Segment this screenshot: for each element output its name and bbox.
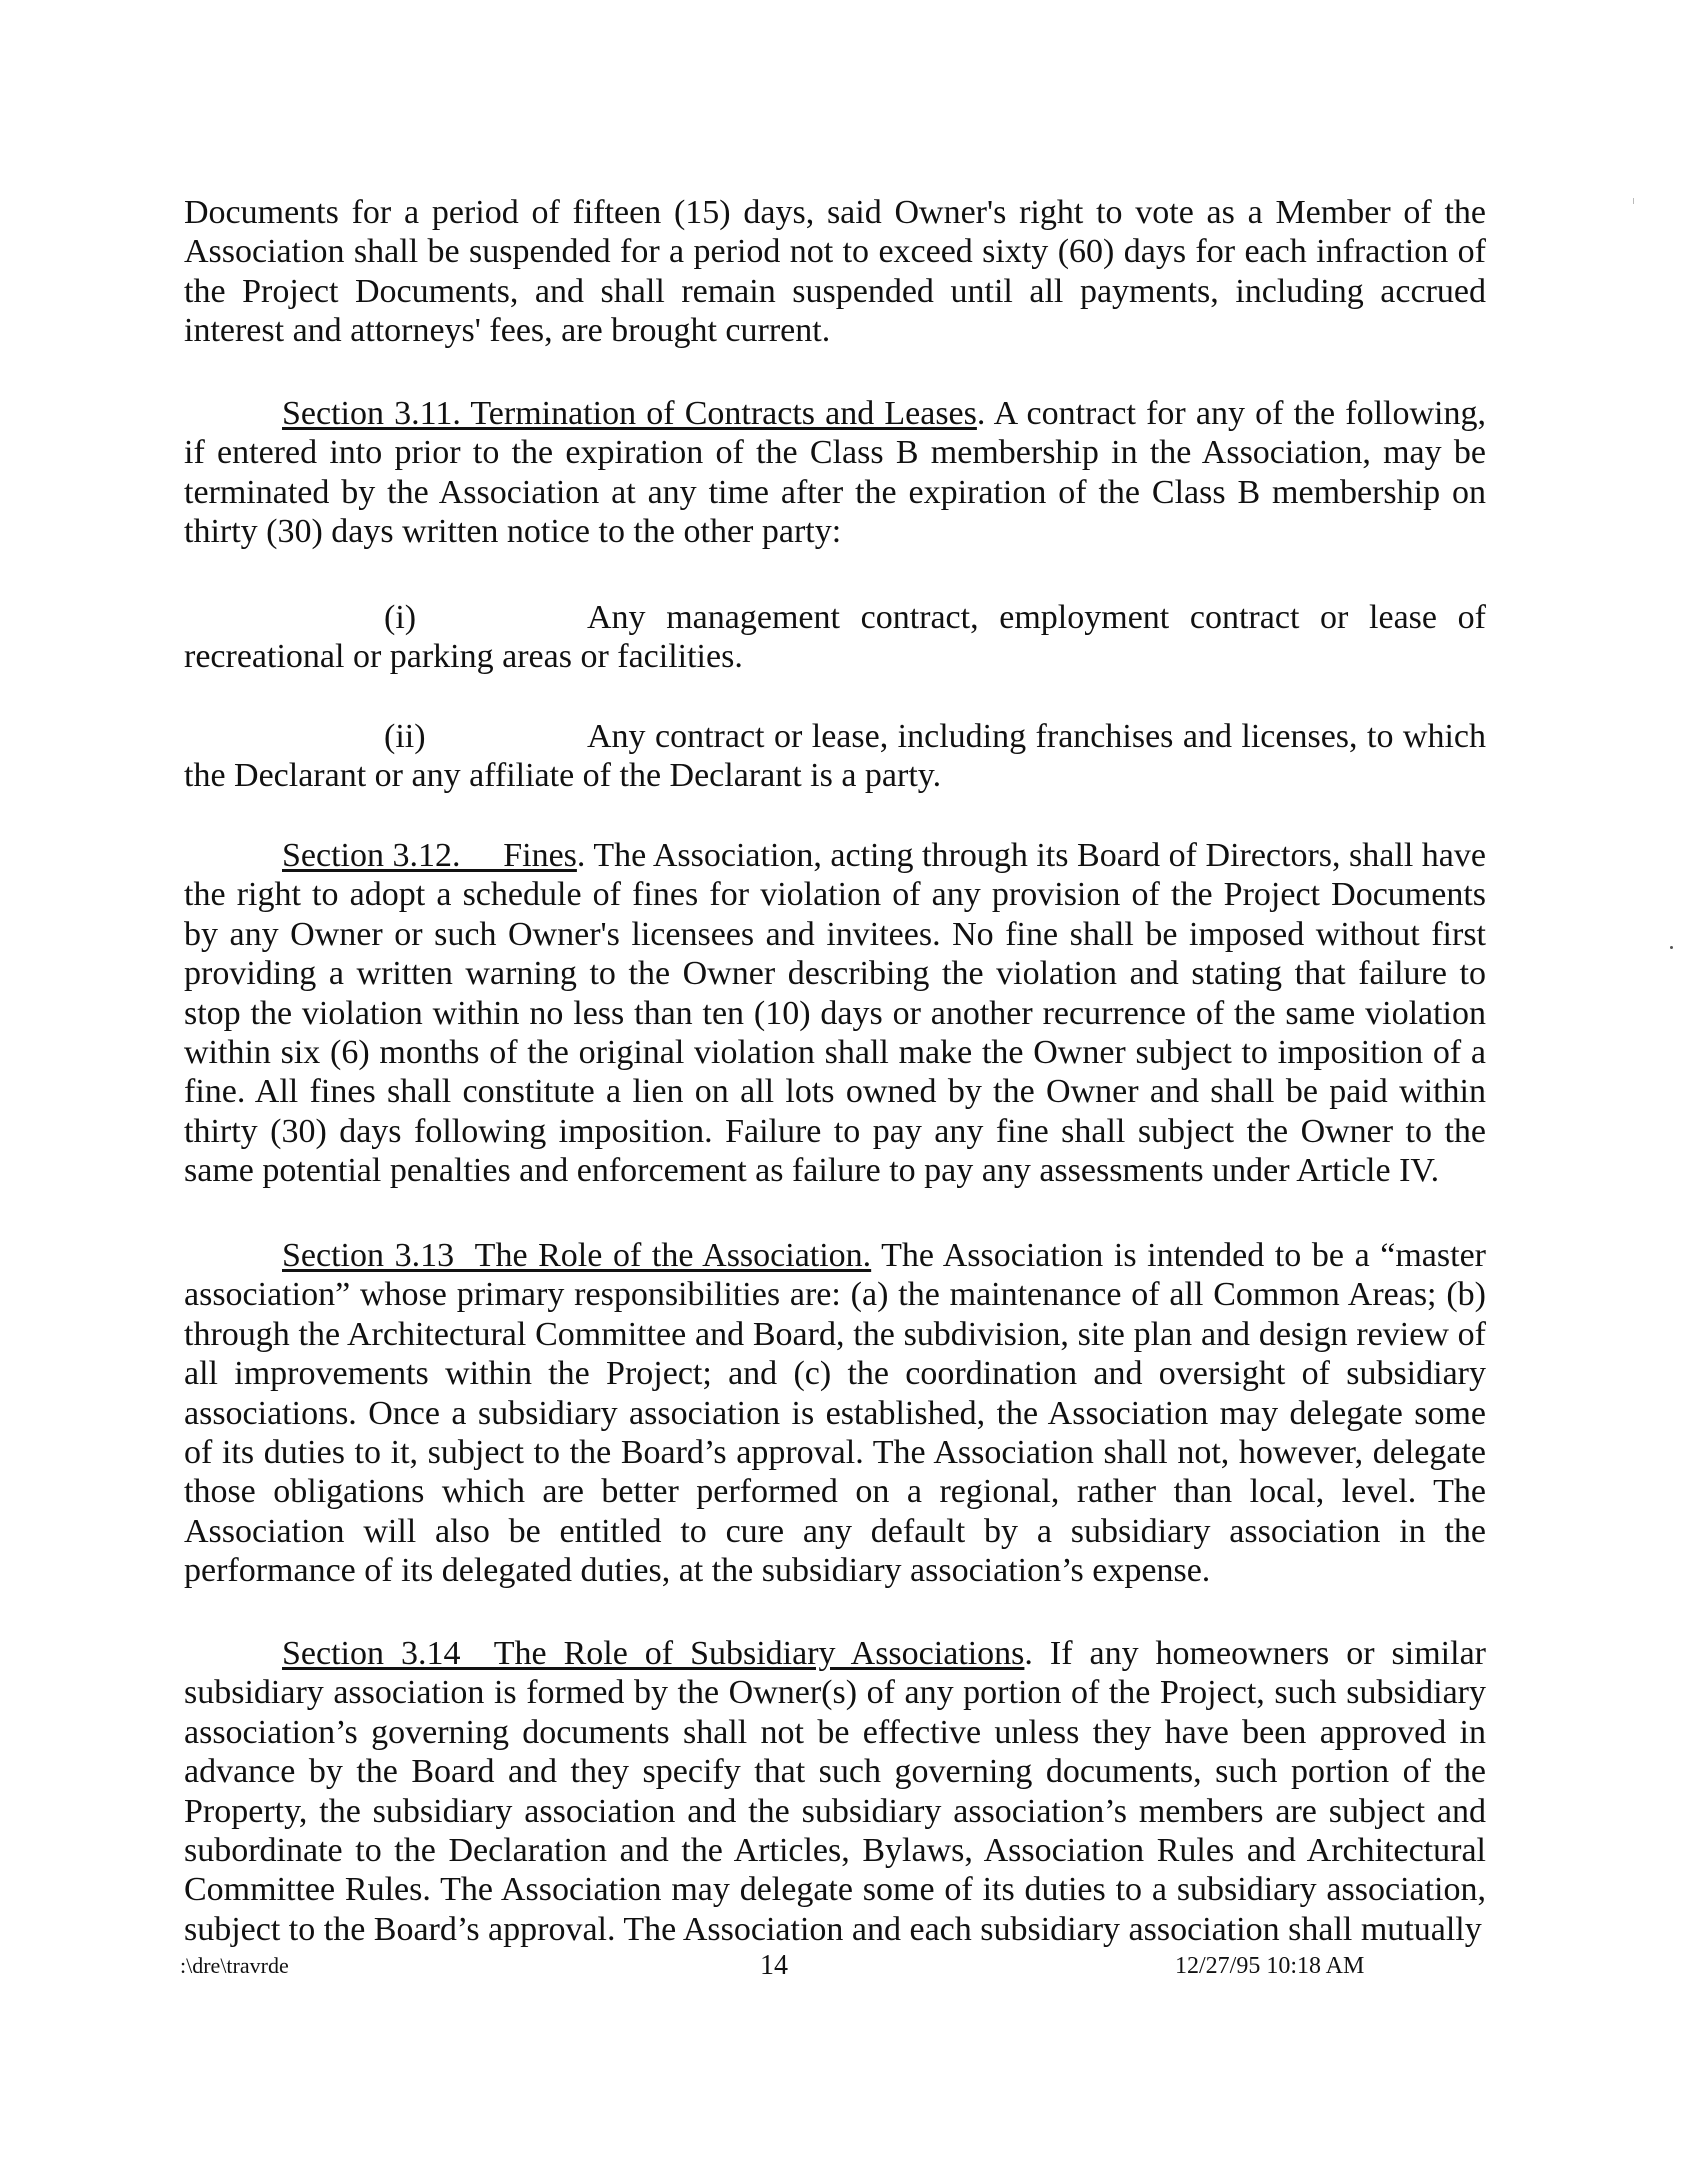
list-item-i xyxy=(184,598,1486,677)
list-item-ii xyxy=(184,717,1486,796)
margin-mark xyxy=(1633,198,1634,204)
footer-page-number: 14 xyxy=(760,1950,788,1981)
section-3-11-heading: Section 3.11. Termination of Contracts and Leases xyxy=(282,395,977,432)
list-item-i-number: (i) xyxy=(384,599,417,636)
list-item-ii-number: (ii) xyxy=(384,718,426,755)
scan-speck xyxy=(1670,946,1673,949)
list-item-ii-text: Any contract or lease, including franchises and licenses, to which the Declarant or any affiliate of the Declarant is a party. xyxy=(184,718,1486,795)
section-3-11 xyxy=(184,394,1486,552)
section-3-12-heading: Section 3.12. Fines xyxy=(282,837,577,874)
section-3-14 xyxy=(184,1634,1486,1949)
section-3-13 xyxy=(184,1236,1486,1591)
section-3-13-heading: Section 3.13 The Role of the Association. xyxy=(282,1237,872,1274)
section-3-14-body: . If any homeowners or similar subsidiary association is formed by the Owner(s) of any portion of the Project, such subsidiary association’s governing documents shall not be effective unless they have been approved in advance by the Board and they specify that such governing documents, such portion of the Property, the subsidiary association and the subsidiary association’s members are subject and subordinate to the Declaration and the Articles, Bylaws, Association Rules and Architectural Committee Rules. The Association may delegate some of its duties to a subsidiary association, subject to the Board’s approval. The Association and each subsidiary association shall mutually xyxy=(184,1635,1486,1948)
section-3-12 xyxy=(184,836,1486,1191)
section-3-11-body: . A contract for any of the following, if entered into prior to the expiration of the Class B membership in the Association, may be terminated by the Association at any time after the expiration of the Class B membership on thirty (30) days written notice to the other party: xyxy=(184,395,1486,551)
footer-file-path: :\dre\travrde xyxy=(180,1953,289,1978)
section-3-13-body: The Association is intended to be a “master association” whose primary responsibilities are: (a) the maintenance of all Common Areas; (b) through the Architectural Committee and Board, the subdivision, site plan and design review of all improvements within the Project; and (c) the coordination and oversight of subsidiary associations. Once a subsidiary association is established, the Association may delegate some of its duties to it, subject to the Board’s approval. The Association shall not, however, delegate those obligations which are better performed on a regional, rather than local, level. The Association will also be entitled to cure any default by a subsidiary association in the performance of its delegated duties, at the subsidiary association’s expense. xyxy=(184,1237,1486,1590)
section-3-14-heading: Section 3.14 The Role of Subsidiary Associations xyxy=(282,1635,1025,1672)
list-item-i-text: Any management contract, employment contract or lease of recreational or parking areas or facilities. xyxy=(184,599,1486,676)
footer-datetime: 12/27/95 10:18 AM xyxy=(1175,1953,1365,1979)
paragraph-intro: Documents for a period of fifteen (15) days, said Owner's right to vote as a Member of the Association shall be suspended for a period not to exceed sixty (60) days for each infraction of the Project Documents, and shall remain suspended until all payments, including accrued interest and attorneys' fees, are brought current. xyxy=(184,194,1486,350)
section-3-12-body: . The Association, acting through its Board of Directors, shall have the right to adopt a schedule of fines for violation of any provision of the Project Documents by any Owner or such Owner's licensees and invitees. No fine shall be imposed without first providing a written warning to the Owner describing the violation and stating that failure to stop the violation within no less than ten (10) days or another recurrence of the same violation within six (6) months of the original violation shall make the Owner subject to imposition of a fine. All fines shall constitute a lien on all lots owned by the Owner and shall be paid within thirty (30) days following imposition. Failure to pay any fine shall subject the Owner to the same potential penalties and enforcement as failure to pay any assessments under Article IV. xyxy=(184,837,1486,1190)
